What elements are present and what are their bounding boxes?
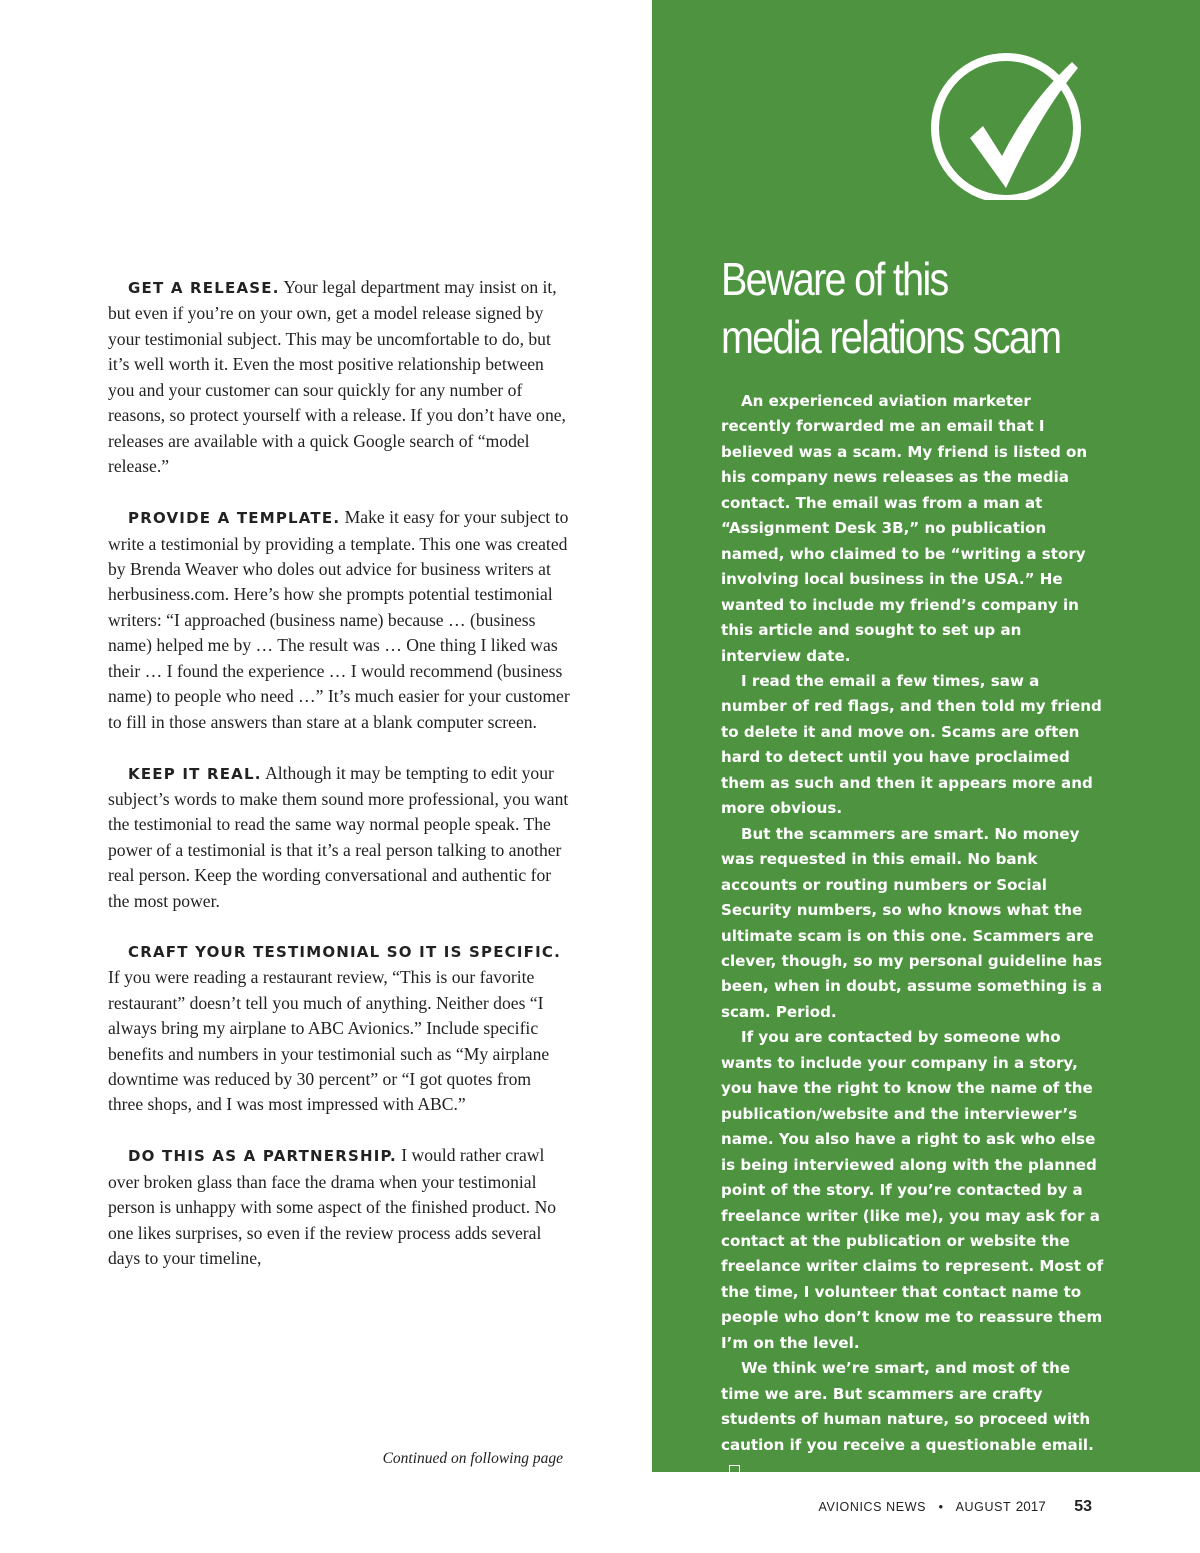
section-text: If you were reading a restaurant review, “This is our favorite restaurant” doesn’t tell you much of anything. Neither does “I always bring my airplane to ABC Avionics.” Include specific benefits and numbers in your testimonial such as “My airplane downtime was reduced by 30 percent” or “I got quotes from three shops, and I was most impressed with ABC.” [108, 967, 550, 1115]
sidebar-paragraph: I read the email a few times, saw a number of red flags, and then told my friend to delete it and move on. Scams are often hard to detect until you have proclaimed them as such and then it appears more and more obvious. [721, 671, 1102, 818]
sidebar-title-line: Beware of this [721, 253, 948, 305]
section-heading: CRAFT YOUR TESTIMONIAL SO IT IS SPECIFIC. [128, 942, 561, 961]
section-text: I would rather crawl over broken glass than face the drama when your testimonial person is unhappy with some aspect of the finished product. No one likes surprises, so even if the review process adds several days to your timeline, [108, 1145, 557, 1269]
footer-year: 2017 [1015, 1499, 1046, 1514]
end-square-icon [729, 1465, 740, 1476]
main-article [108, 275, 570, 1272]
sidebar-paragraph: If you are contacted by someone who wants to include your company in a story, you have the right to know the name of the publication/website and the interviewer’s name. You also have a right to ask who else is being interviewed along with the planned point of the story. If you’re contacted by a freelance writer (like me), you may ask for a contact at the publication or website the freelance writer claims to represent. Most of the time, I volunteer that contact name to people who don’t know me to reassure them I’m on the level. [721, 1028, 1104, 1352]
sidebar-paragraph: But the scammers are smart. No money was requested in this email. No bank accounts or routing numbers or Social Security numbers, so who knows what the ultimate scam is on this one. Scammers are clever, though, so my personal guideline has been, when in doubt, assume something is a scam. Period. [721, 824, 1103, 1021]
section-heading: PROVIDE A TEMPLATE. [128, 509, 341, 528]
sidebar-body [721, 389, 1105, 1483]
sidebar-title-line: media relations scam [721, 311, 1061, 363]
page-footer [819, 1498, 1093, 1516]
section-text: Your legal department may insist on it, but even if you’re on your own, get a model release signed by your testimonial subject. This may be uncomfortable to do, but it’s well worth it. Even the most positive relationship between you and your customer can sour quickly for any number of reasons, so protect yourself with a release. If you don’t have one, releases are available with a quick Google search of “model release.” [108, 277, 566, 477]
article-section [108, 275, 570, 480]
sidebar-paragraph [721, 1356, 1105, 1483]
section-heading: KEEP IT REAL. [128, 764, 262, 783]
section-heading: GET A RELEASE. [128, 279, 280, 297]
sidebar-box [652, 0, 1200, 1472]
continued-note: Continued on following page [382, 1450, 563, 1467]
checkmark-circle-icon [928, 50, 1088, 200]
footer-month: AUGUST [955, 1500, 1012, 1514]
section-text: Although it may be tempting to edit your subject’s words to make them sound more professional, you want the testimonial to read the same way normal people speak. The power of a testimonial is that it’s a real person talking to another real person. Keep the wording conversational and authentic for the most power. [108, 762, 569, 911]
page-number: 53 [1074, 1498, 1092, 1515]
article-section [108, 761, 570, 915]
footer-publication: AVIONICS NEWS [818, 1500, 927, 1514]
article-section [108, 940, 570, 1118]
article-section [108, 505, 570, 735]
sidebar-paragraph-text: We think we’re smart, and most of the time we are. But scammers are crafty students of human nature, so proceed with caution if you receive a questionable email. [721, 1359, 1094, 1454]
section-text: Make it easy for your subject to write a testimonial by providing a template. This one was created by Brenda Weaver who doles out advice for business writers at herbusiness.com. Here’s how she prompts potential testimonial writers: “I approached (business name) because … (business name) helped me by … The result was … One thing I liked was their … I found the experience … I would recommend (business name) to people who need …” It’s much easier for your customer to fill in those answers than stare at a blank computer screen. [108, 507, 570, 732]
sidebar-title [721, 250, 1117, 366]
article-section [108, 1143, 570, 1271]
footer-separator: • [938, 1499, 944, 1514]
sidebar-paragraph: An experienced aviation marketer recently forwarded me an email that I believed was a scam. My friend is listed on his company news releases as the media contact. The email was from a man at “Assignment Desk 3B,” no publication named, who claimed to be “writing a story involving local business in the USA.” He wanted to include my friend’s company in this article and sought to set up an interview date. [721, 392, 1088, 665]
section-heading: DO THIS AS A PARTNERSHIP. [128, 1147, 397, 1166]
